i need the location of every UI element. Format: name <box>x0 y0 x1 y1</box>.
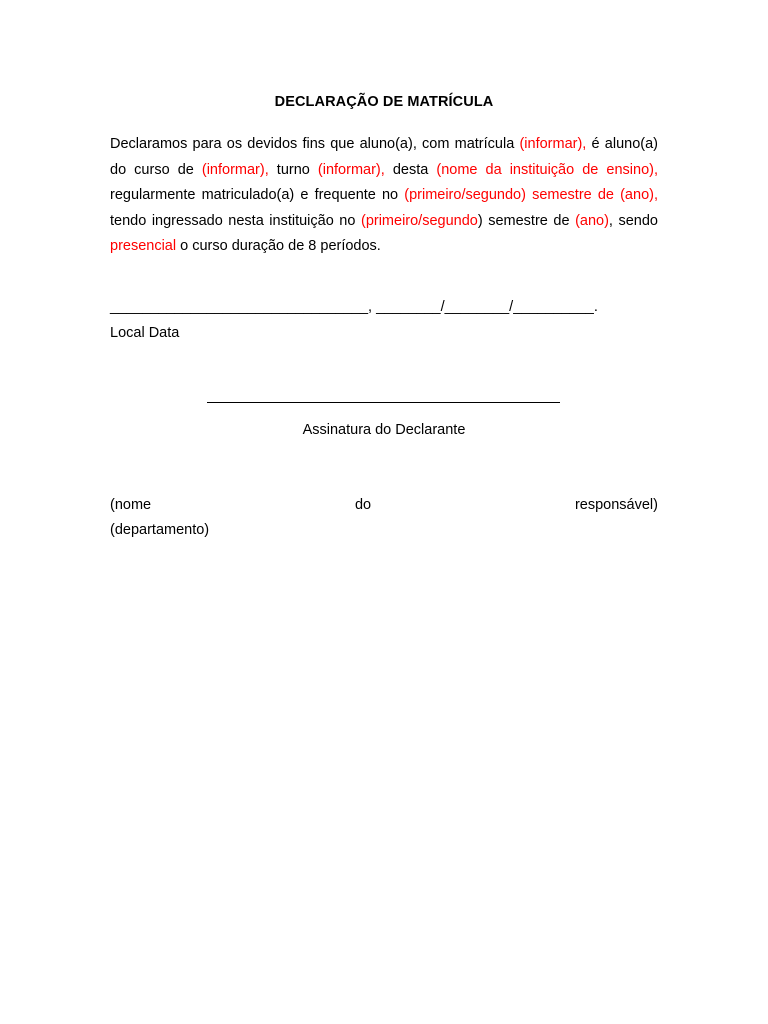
placeholder-entry-semester: (primeiro/segundo <box>360 212 478 229</box>
placeholder-institution: (nome da instituição de ensino), <box>436 161 658 178</box>
document-title: DECLARAÇÃO DE MATRÍCULA <box>274 94 494 110</box>
responsible-word: responsável) <box>574 497 658 513</box>
place-date-line: ________________________________, ________/________/__________. <box>110 299 598 315</box>
body-segment: , sendo <box>608 212 658 229</box>
placeholder-current-semester: (primeiro/segundo) semestre de (ano), <box>404 187 658 203</box>
responsible-name-line <box>110 497 658 513</box>
placeholder-registration: (informar), <box>519 136 587 152</box>
placeholder-modality: presencial <box>110 238 177 254</box>
placeholder-entry-year: (ano) <box>575 212 609 229</box>
signature-line <box>207 402 560 403</box>
department-label: (departamento) <box>110 522 210 538</box>
signature-label: Assinatura do Declarante <box>302 422 466 438</box>
body-segment: é aluno(a) do curso de <box>110 136 659 178</box>
body-segment: Declaramos para os devidos fins que aluno(a), com matrícula <box>110 136 520 152</box>
body-segment: desta <box>384 161 437 178</box>
body-segment: regularmente matriculado(a) e frequente no <box>110 187 405 203</box>
body-segment: turno <box>268 161 318 178</box>
placeholder-shift: (informar), <box>317 161 385 178</box>
body-segment: ) semestre de <box>477 212 576 229</box>
responsible-word: do <box>354 497 372 513</box>
body-segment: tendo ingressado nesta instituição no <box>110 212 361 229</box>
place-date-labels: Local Data <box>110 325 180 341</box>
body-segment: o curso duração de 8 períodos. <box>176 238 381 254</box>
placeholder-course: (informar), <box>201 161 269 178</box>
responsible-word: (nome <box>110 497 152 513</box>
declaration-paragraph <box>110 132 658 260</box>
